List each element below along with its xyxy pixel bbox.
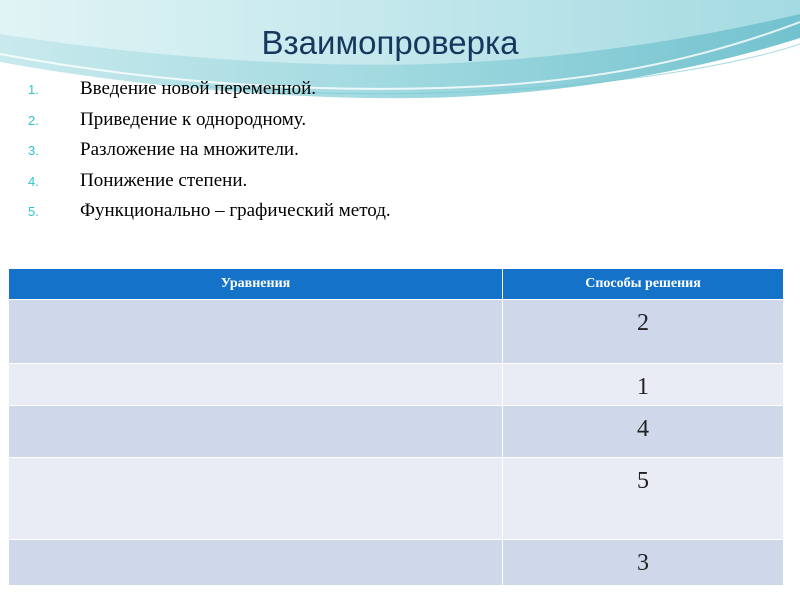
table-row	[9, 406, 784, 458]
method-number: 3	[637, 550, 649, 576]
table-row	[9, 540, 784, 586]
table-header-row	[9, 269, 784, 300]
slide-title: Взаимопроверка	[261, 24, 519, 61]
list-number: 4.	[28, 173, 39, 189]
equation-cell	[9, 458, 503, 540]
list-item	[28, 78, 391, 109]
method-cell	[503, 364, 784, 406]
table-row	[9, 300, 784, 364]
method-cell	[503, 458, 784, 540]
list-item	[28, 170, 391, 201]
method-cell	[503, 406, 784, 458]
equation-cell	[9, 364, 503, 406]
method-number: 5	[637, 468, 649, 494]
method-number: 1	[637, 374, 649, 400]
header-methods: Способы решения	[503, 269, 784, 300]
table-row	[9, 364, 784, 406]
methods-list	[28, 78, 391, 231]
list-item-text: Введение новой переменной.	[80, 78, 317, 99]
equation-cell	[9, 540, 503, 586]
equations-table	[8, 268, 784, 586]
list-number: 1.	[28, 82, 39, 97]
list-item-text: Понижение степени.	[80, 169, 248, 191]
equation-cell	[9, 300, 503, 364]
list-item-text: Приведение к однородному.	[80, 108, 307, 130]
equation-cell	[9, 406, 503, 458]
list-item	[28, 109, 391, 140]
list-item	[28, 139, 391, 170]
header-equations: Уравнения	[9, 269, 503, 300]
list-number: 3.	[28, 143, 39, 158]
list-item	[28, 200, 391, 231]
list-item-text: Разложение на множители.	[80, 139, 299, 160]
list-item-text: Функционально – графический метод.	[80, 200, 391, 221]
method-number: 2	[637, 310, 649, 336]
method-cell	[503, 540, 784, 586]
method-number: 4	[637, 416, 649, 442]
method-cell	[503, 300, 784, 364]
list-number: 5.	[28, 204, 39, 219]
table-row	[9, 458, 784, 540]
list-number: 2.	[28, 112, 39, 128]
